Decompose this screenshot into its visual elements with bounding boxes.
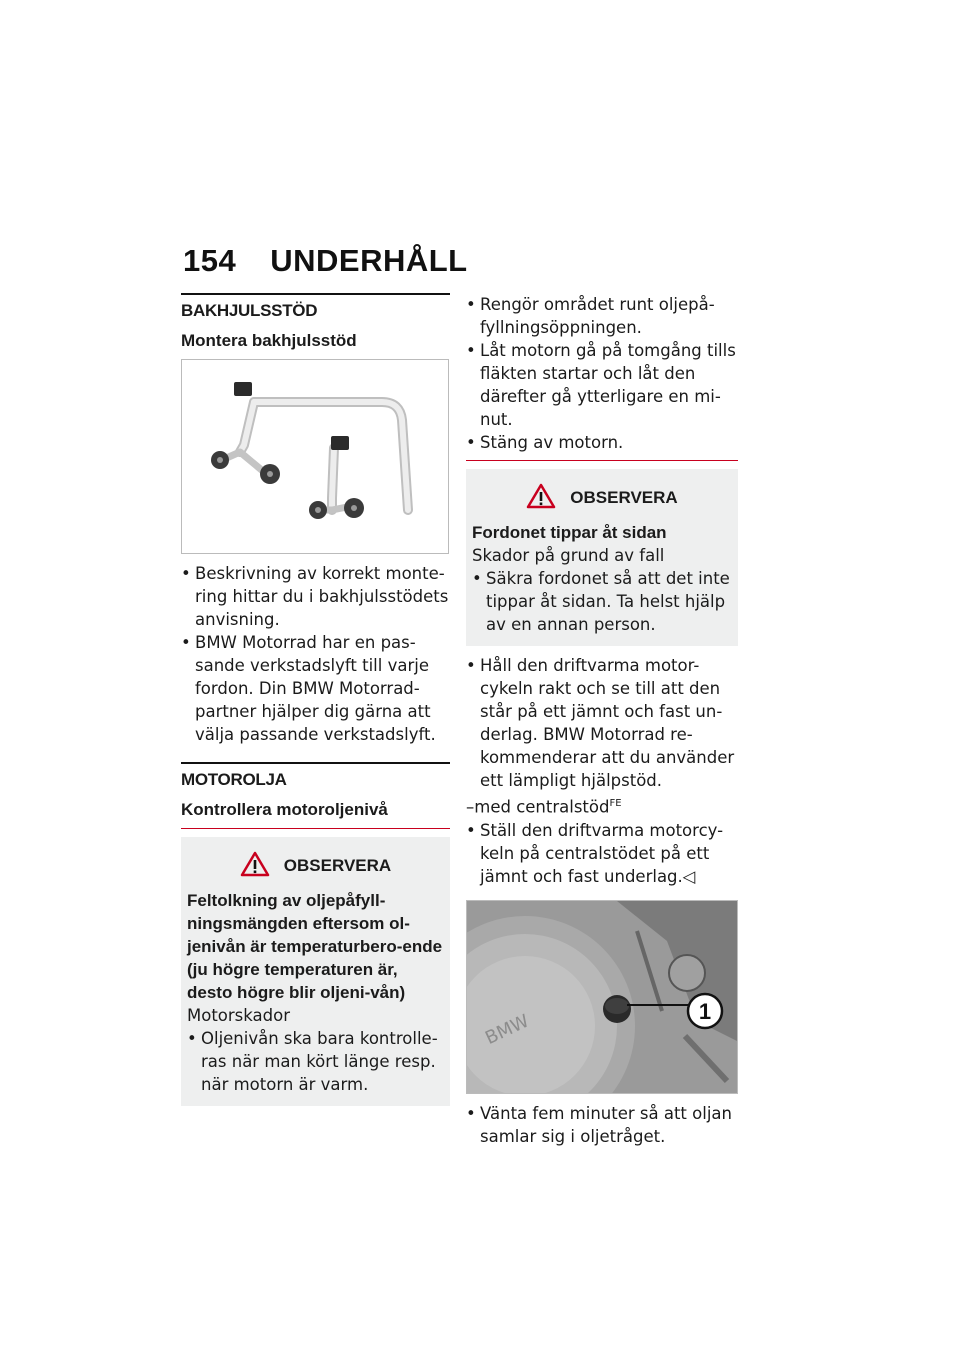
warning-title: Feltolkning av oljepåfyll-ningsmängden eftersom ol-jenivån är temperaturbero-ende (ju högre temperaturen är, desto högre blir oljeni-vån) — [187, 891, 443, 1002]
warning-rule — [466, 460, 738, 461]
warning-title: Fordonet tippar åt sidan — [472, 523, 667, 542]
oil-filler-figure — [466, 900, 738, 1094]
page-number: 154 — [183, 243, 237, 278]
section-title-rear-stand: BAKHJULSSTÖD — [181, 301, 318, 320]
left-column — [181, 293, 450, 1106]
rear-stand-bullets — [181, 562, 450, 746]
warning-rule — [181, 828, 450, 829]
engine-logo-text: BMW — [482, 1010, 533, 1049]
list-item: • Vänta fem minuter så att oljan samlar sig i oljetråget. — [466, 1102, 738, 1148]
condition-superscript: FE — [609, 798, 622, 809]
section-rule — [181, 762, 450, 764]
warning-header — [187, 851, 444, 881]
list-item: • Oljenivån ska bara kontrolle-ras när man kört länge resp. när motorn är varm. — [187, 1027, 444, 1096]
prep-bullets — [466, 654, 738, 792]
warning-triangle-icon — [526, 483, 556, 513]
centerstand-bullets — [466, 819, 738, 888]
page-header — [183, 243, 468, 279]
list-item-text: Ställ den driftvarma motorcy-keln på centralstödet på ett jämnt och fast underlag. — [480, 820, 724, 886]
warning-consequence: Skador på grund av fall — [472, 546, 665, 565]
warning-box — [466, 469, 738, 646]
warning-header — [472, 483, 732, 513]
warning-bullets — [187, 1027, 444, 1096]
warning-bullets — [472, 567, 732, 636]
list-item: • BMW Motorrad har en pas-sande verkstadslyft till varje fordon. Din BMW Motorrad-partner hjälper dig gärna att välja passande verkstadslyft. — [181, 631, 450, 746]
subsection-title: Montera bakhjulsstöd — [181, 331, 357, 350]
condition-line: –med centralstöd$^{FE}$ — [466, 797, 622, 817]
subsection-title: Kontrollera motoroljenivå — [181, 800, 388, 819]
list-item: • Rengör området runt oljepå-fyllningsöppningen. — [466, 293, 738, 339]
list-item — [466, 819, 738, 888]
wait-bullets — [466, 1102, 738, 1148]
warning-triangle-icon — [240, 851, 270, 881]
right-column — [466, 293, 738, 1148]
list-item: • Låt motorn gå på tomgång tills fläkten startar och låt den därefter gå ytterligare en mi-nut. — [466, 339, 738, 431]
rear-stand-figure — [181, 359, 449, 554]
list-item: • Beskrivning av korrekt monte-ring hittar du i bakhjulsstödets anvisning. — [181, 562, 450, 631]
list-item: • Säkra fordonet så att det inte tippar åt sidan. Ta helst hjälp av en annan person. — [472, 567, 732, 636]
callout-number: 1 — [698, 998, 712, 1024]
warning-label: OBSERVERA — [570, 488, 678, 507]
oil-check-bullets — [466, 293, 738, 454]
chapter-title: UNDERHÅLL — [270, 243, 468, 278]
warning-label: OBSERVERA — [283, 856, 392, 875]
end-of-procedure-icon: ◁ — [682, 866, 696, 886]
condition-text: med centralstöd — [474, 797, 610, 817]
section-title-engine-oil: MOTOROLJA — [181, 770, 287, 789]
list-item: • Stäng av motorn. — [466, 431, 738, 454]
warning-box — [181, 837, 450, 1106]
section-rule — [181, 293, 450, 295]
list-item: • Håll den driftvarma motor-cykeln rakt och se till att den står på ett jämnt och fast un-derlag. BMW Motorrad re-kommenderar att du använder ett lämpligt hjälpstöd. — [466, 654, 738, 792]
warning-consequence: Motorskador — [187, 1006, 291, 1025]
